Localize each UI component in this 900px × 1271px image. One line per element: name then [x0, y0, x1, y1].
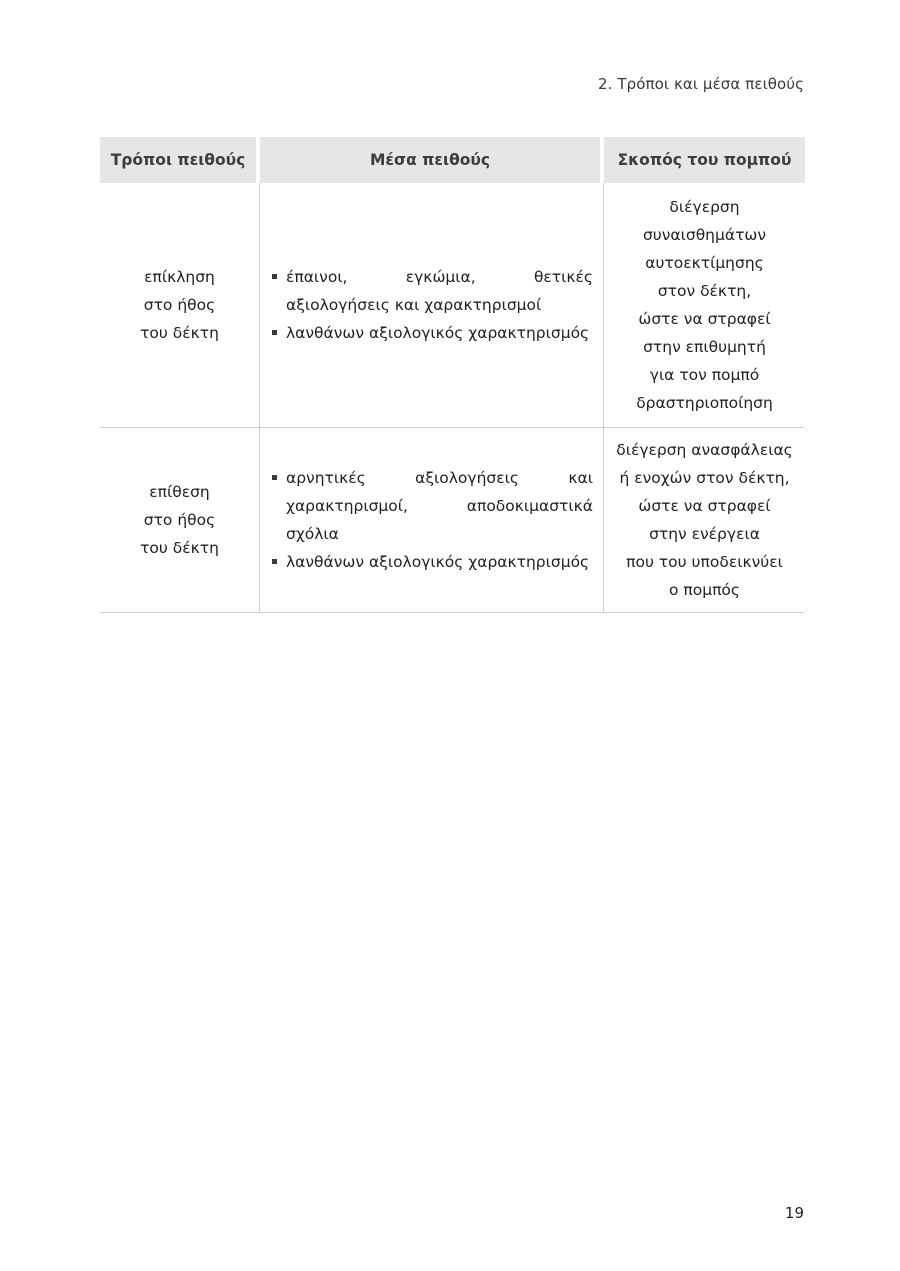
mode-line: επίκληση [144, 268, 215, 286]
table-row [100, 183, 805, 428]
means-text: λανθάνων αξιολογικός χαρακτηρισμός [286, 324, 590, 342]
purpose-line: συναισθημάτων [642, 226, 767, 244]
means-item [272, 464, 593, 548]
purpose-line: ώστε να στραφεί [638, 310, 771, 328]
square-bullet-icon [272, 274, 277, 279]
purpose-line: διέγερση ανασφάλειας [616, 441, 793, 459]
running-header: 2. Τρόποι και μέσα πειθούς [597, 75, 804, 93]
purpose-line: στην ενέργεια [649, 525, 760, 543]
means-list [272, 464, 593, 576]
purpose-line: ο πομπός [669, 581, 740, 599]
means-cell [260, 428, 604, 613]
purpose-line: στον δέκτη, [657, 282, 752, 300]
means-list [272, 263, 593, 347]
page-number: 19 [784, 1204, 804, 1222]
purpose-cell [604, 183, 805, 428]
means-cell [260, 183, 604, 428]
purpose-line: που του υποδεικνύει [626, 553, 783, 571]
mode-cell [100, 428, 260, 613]
table-row [100, 428, 805, 613]
means-text: λανθάνων αξιολογικός χαρακτηρισμός [286, 553, 590, 571]
means-item [272, 548, 593, 576]
mode-line: στο ήθος [143, 511, 216, 529]
header-purpose: Σκοπός του πομπού [604, 137, 805, 183]
means-text: αρνητικές αξιολογήσεις και χαρακτηρισμοί, αποδοκιμαστικά σχόλια [286, 469, 593, 543]
header-means: Μέσα πειθούς [260, 137, 604, 183]
mode-line: του δέκτη [140, 324, 219, 342]
purpose-line: δραστηριοποίηση [636, 394, 773, 412]
mode-line: επίθεση [149, 483, 210, 501]
means-item [272, 263, 593, 319]
purpose-line: ώστε να στραφεί [638, 497, 771, 515]
persuasion-table [100, 137, 805, 613]
table-header-row [100, 137, 805, 183]
square-bullet-icon [272, 475, 277, 480]
purpose-line: στην επιθυμητή [643, 338, 766, 356]
header-modes: Τρόποι πειθούς [100, 137, 260, 183]
purpose-line: για τον πομπό [649, 366, 760, 384]
square-bullet-icon [272, 330, 277, 335]
mode-line: στο ήθος [143, 296, 216, 314]
purpose-line: αυτοεκτίμησης [645, 254, 764, 272]
means-item [272, 319, 593, 347]
square-bullet-icon [272, 559, 277, 564]
purpose-cell [604, 428, 805, 613]
means-text: έπαινοι, εγκώμια, θετικές αξιολογήσεις και χαρακτηρισμοί [286, 268, 593, 314]
purpose-line: διέγερση [669, 198, 740, 216]
mode-line: του δέκτη [140, 539, 219, 557]
mode-cell [100, 183, 260, 428]
purpose-line: ή ενοχών στον δέκτη, [619, 469, 790, 487]
